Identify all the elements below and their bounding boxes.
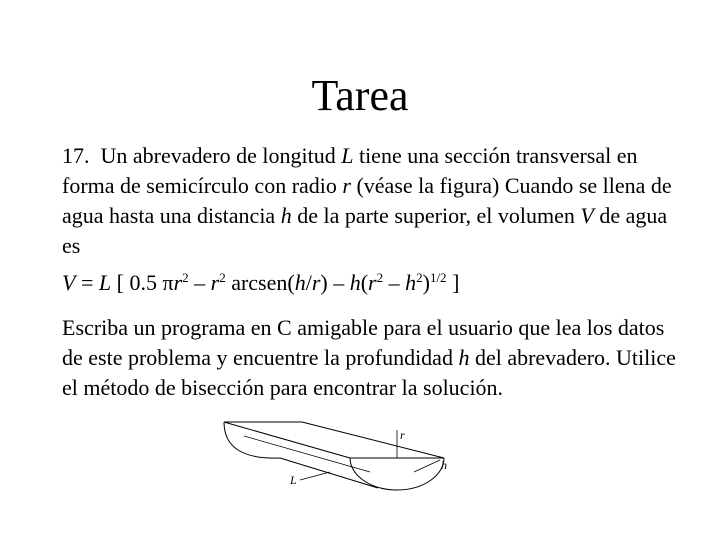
instructions [62, 313, 682, 403]
formula-slash: / [305, 270, 312, 295]
problem-text-2: tiene una sección transversal en forma de semicírculo con radio [62, 143, 638, 198]
trough-figure [210, 400, 460, 492]
formula-exp: 2 [376, 270, 384, 285]
formula-exp: 2 [219, 270, 226, 285]
formula-open: [ 0.5 [111, 270, 163, 295]
L-pointer [300, 472, 330, 480]
title-text: Tarea [311, 71, 409, 120]
var-V: V [580, 203, 594, 228]
formula-h2: h [349, 270, 361, 295]
label-r: r [400, 428, 405, 442]
label-h: h [441, 458, 447, 472]
problem-text-5: de agua es [62, 203, 668, 258]
formula-r1: r [173, 270, 183, 295]
formula-close-bracket: ] [446, 270, 460, 295]
var-L: L [341, 143, 354, 168]
formula-minus: – [188, 270, 211, 295]
formula-r2: r [210, 270, 220, 295]
formula-r3: r [311, 270, 321, 295]
h-pointer [414, 460, 440, 472]
formula-V: V [62, 270, 76, 295]
instructions-text-2: del abrevadero. Utilice el método de bisección para encontrar la solución. [62, 345, 676, 400]
formula-h1: h [294, 270, 306, 295]
formula-exp-half: 1/2 [429, 270, 447, 285]
formula-L: L [98, 270, 112, 295]
label-L: L [290, 473, 297, 487]
trough-top-edge-right [302, 422, 444, 458]
page-title [0, 68, 720, 124]
trough-front-semicircle [350, 458, 444, 490]
formula-exp: 2 [182, 270, 189, 285]
problem-text-4: de la parte superior, el volumen [291, 203, 581, 228]
var-h: h [458, 345, 470, 370]
formula-exp: 2 [416, 270, 423, 285]
problem-statement [62, 141, 682, 261]
formula-arcsen: arcsen( [225, 270, 295, 295]
trough-back-semicircle [224, 422, 280, 458]
formula-eq: = [75, 270, 99, 295]
formula-close: ) – [320, 270, 350, 295]
formula-paren: ) [422, 270, 430, 295]
formula-paren: ( [360, 270, 369, 295]
formula-h3: h [405, 270, 417, 295]
instructions-text-1: Escriba un programa en C amigable para el usuario que lea los datos de este problema y encuentre la profundidad [62, 315, 665, 370]
problem-text-1: Un abrevadero de longitud [100, 143, 342, 168]
problem-text-3: (véase la figura) Cuando se llena de agua hasta una distancia [62, 173, 672, 228]
formula-pi: π [162, 270, 174, 295]
var-r: r [342, 173, 351, 198]
problem-number: 17. [62, 143, 90, 168]
var-h: h [280, 203, 292, 228]
formula-minus: – [383, 270, 406, 295]
formula-r4: r [368, 270, 377, 295]
volume-formula [62, 268, 459, 298]
